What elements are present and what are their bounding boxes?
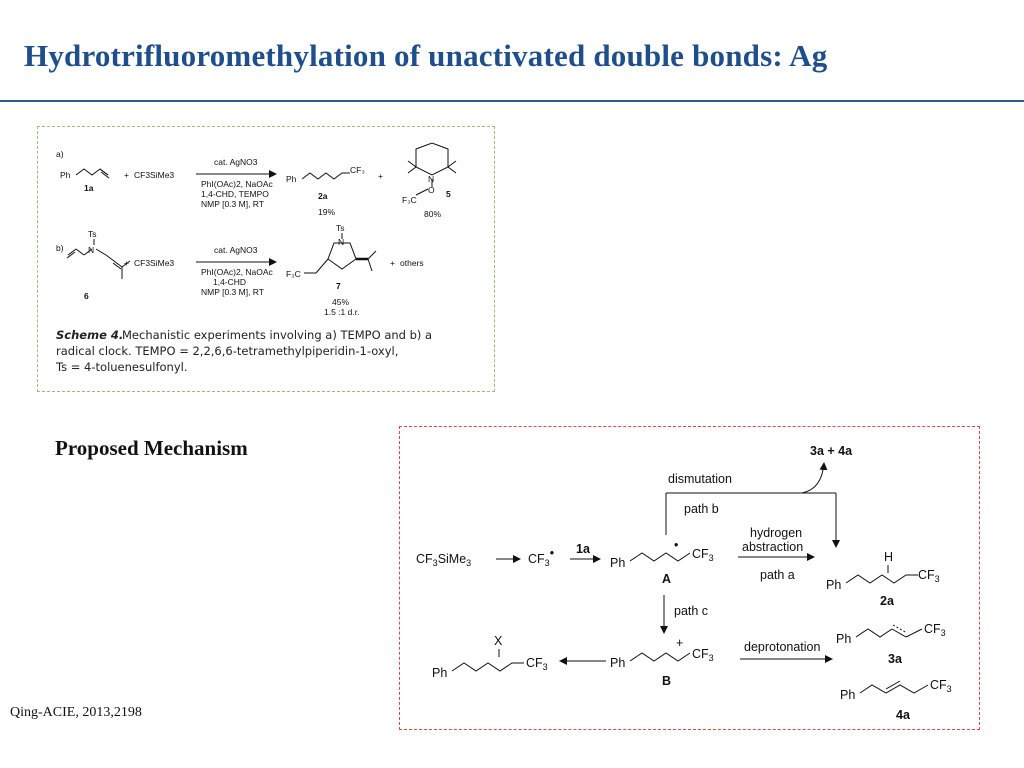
abstraction-label: abstraction [742,540,804,554]
deprotonation-label: deprotonation [744,640,821,654]
product-2a-h: H [884,550,894,564]
product-4a-ph: Ph [840,688,856,702]
svg-text:Ph: Ph [286,174,297,184]
product-2a-structure [302,173,350,179]
dismutation-label: dismutation [668,472,732,486]
x-product-cf3: $CF_3$ [526,656,548,672]
citation: Qing-ACIE, 2013,2198 [10,705,142,720]
svg-text:F₃C: F₃C [286,269,301,279]
path-c-label: path c [674,604,709,618]
part-a-adduct-label: 5 [446,189,451,199]
product-4a-label: 4a [896,708,910,722]
dismutation-curved-arrow [802,463,824,493]
scheme-caption-line-1: Mechanistic experiments involving a) TEMPO and b) a [122,328,433,342]
part-b-catalyst: cat. AgNO3 [214,245,258,255]
substrate-over-arrow: 1a [576,542,590,556]
part-a-label: a) [56,149,64,159]
part-b-product-label: 7 [336,281,341,291]
intermediate-b-ph: Ph [610,656,626,670]
scheme4-panel [37,126,495,392]
product-3a-cf3: $CF_3$ [924,622,946,638]
svg-text:F₃C: F₃C [402,195,417,205]
carbocation-plus: + [676,636,684,650]
part-a-substrate-label: 1a [84,183,94,193]
intermediate-a-chain [630,553,690,561]
intermediate-a-label: A [662,572,672,586]
product-2a-ph: Ph [826,578,842,592]
intermediate-b-label: B [662,674,672,688]
path-b-label: path b [684,502,719,516]
product-4a-cf3: $CF_3$ [930,678,952,694]
part-b-condition-3: NMP [0.3 M], RT [201,287,264,297]
part-a-product-yield: 19% [318,207,336,217]
svg-text:O: O [428,185,435,195]
product-3a-label: 3a [888,652,902,666]
part-a-adduct-yield: 80% [424,209,442,219]
part-b-others: others [400,258,424,268]
substrate-6-structure [67,239,130,279]
scheme4-figure [38,127,496,393]
x-product-ph: Ph [432,666,448,680]
svg-text:CF₃: CF₃ [350,165,365,175]
part-a-catalyst: cat. AgNO3 [214,157,258,167]
product-2a-cf3: $CF_3$ [918,568,940,584]
part-b-condition-1: PhI(OAc)2, NaOAc [201,267,273,277]
intermediate-b-cf3: $CF_3$ [692,647,714,663]
intermediate-a-cf3: $CF_3$ [692,547,714,563]
part-b-product-dr: 1.5 :1 d.r. [324,307,360,317]
part-a-product-label: 2a [318,191,328,201]
hydrogen-label: hydrogen [750,526,803,540]
part-b-label: b) [56,243,64,253]
dismutation-products: 3a + 4a [810,444,853,458]
part-a-condition-3: NMP [0.3 M], RT [201,199,264,209]
scheme-caption-line-3: Ts = 4-toluenesulfonyl. [56,360,188,374]
title-divider [0,100,1024,102]
scheme-caption-line-2: radical clock. TEMPO = 2,2,6,6-tetramethylpiperidin-1-oxyl, [56,344,399,358]
svg-text:N: N [338,237,345,247]
section-heading: Proposed Mechanism [55,436,248,460]
part-b-substrate-label: 6 [84,291,89,301]
intermediate-a-ph: Ph [610,556,626,570]
product-4a-chain [860,681,928,693]
product-2a-chain [846,575,918,583]
start-reagent: $CF_3SiMe_3$ [416,552,472,568]
mechanism-panel [399,426,980,730]
mechanism-figure [400,427,981,731]
substrate-1a-structure [76,169,109,178]
svg-text:+: + [124,258,129,268]
svg-text:Ts: Ts [336,223,345,233]
svg-text:Ts: Ts [88,229,97,239]
svg-text:N: N [88,245,95,255]
product-3a-ph: Ph [836,632,852,646]
svg-text:+: + [124,170,129,180]
part-b-reagent: CF3SiMe3 [134,258,175,268]
svg-text:+: + [390,258,395,268]
part-a-condition-2: 1,4-CHD, TEMPO [201,189,269,199]
x-product-chain [452,663,524,671]
cf3-radical: $CF_3•$ [528,546,555,568]
svg-text:•: • [674,538,679,552]
intermediate-b-chain [630,653,690,661]
part-a-condition-1: PhI(OAc)2, NaOAc [201,179,273,189]
product-2a-label: 2a [880,594,894,608]
x-product-x: X [494,634,503,648]
svg-text:Ph: Ph [60,170,71,180]
part-a-reagent: CF3SiMe3 [134,170,175,180]
part-b-condition-2: 1,4-CHD [213,277,247,287]
product-3a-chain [856,625,922,637]
svg-text:+: + [378,171,383,181]
slide-title: Hydrotrifluoromethylation of unactivated double bonds: Ag [24,38,828,73]
part-b-product-yield: 45% [332,297,350,307]
svg-text:N: N [428,174,435,184]
scheme-caption-label: Scheme 4. [56,328,124,342]
path-a-label: path a [760,568,795,582]
